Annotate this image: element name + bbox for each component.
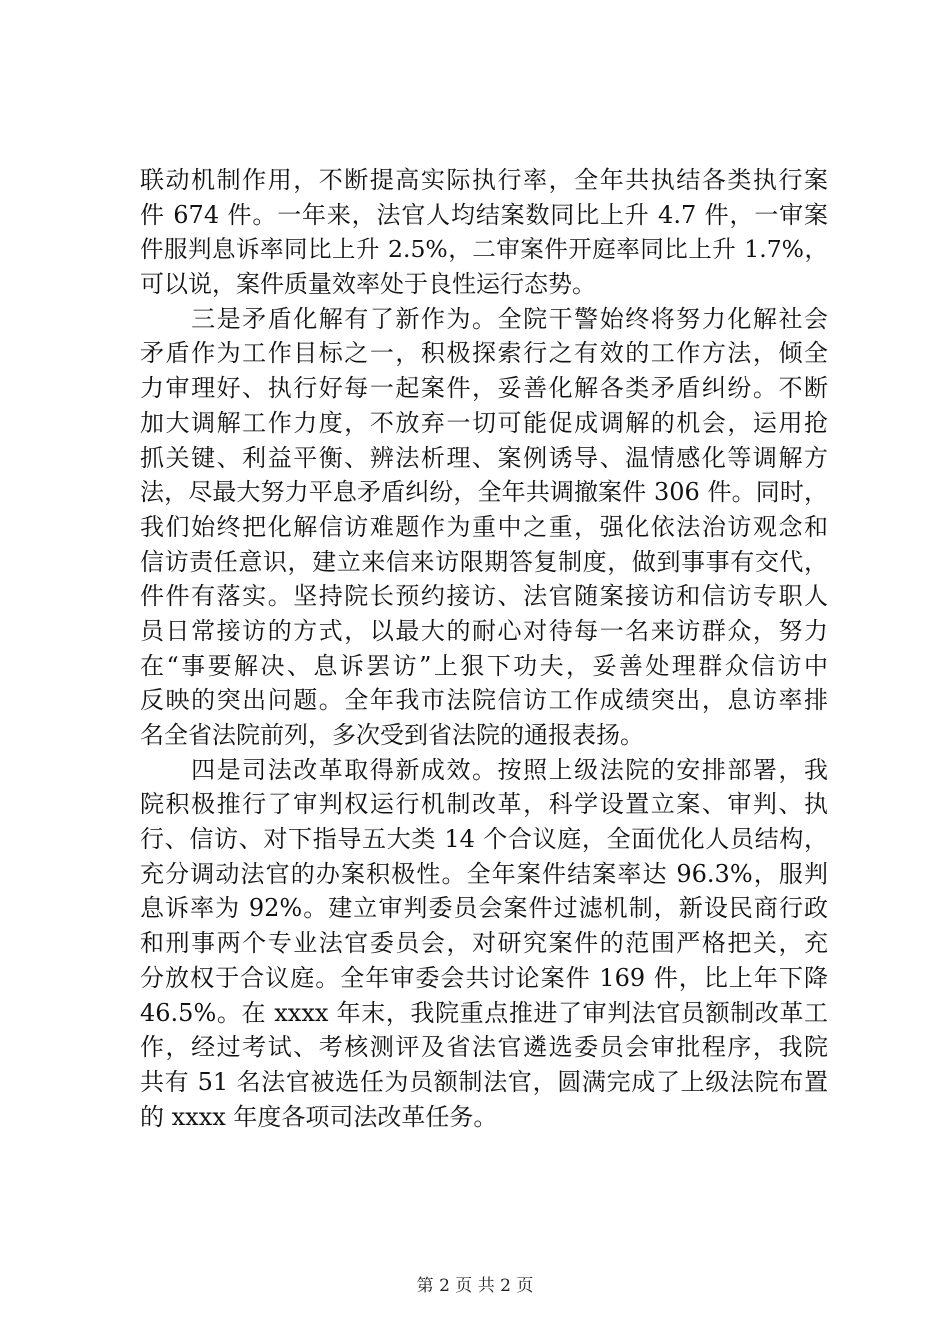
text-line: 员日常接访的方式，以最大的耐心对待每一名来访群众，努力 — [140, 616, 828, 645]
text-line: 和刑事两个专业法官委员会，对研究案件的范围严格把关，充 — [140, 929, 828, 958]
text-line: 反映的突出问题。全年我市法院信访工作成绩突出，息访率排 — [140, 686, 828, 715]
text-line: 矛盾作为工作目标之一，积极探索行之有效的工作方法，倾全 — [140, 339, 828, 368]
text-line: 在“事要解决、息诉罢访”上狠下功夫，妥善处理群众信访中 — [140, 651, 828, 680]
text-line: 充分调动法官的办案积极性。全年案件结案率达 96.3%，服判 — [140, 859, 828, 888]
text-line: 力审理好、执行好每一起案件，妥善化解各类矛盾纠纷。不断 — [140, 374, 828, 403]
text-line: 信访责任意识，建立来信来访限期答复制度，做到事事有交代， — [140, 547, 828, 576]
text-line: 院积极推行了审判权运行机制改革，科学设置立案、审判、执 — [140, 790, 828, 819]
page-number-footer: 第 2 页 共 2 页 — [416, 1276, 534, 1296]
text-line: 的 xxxx 年度各项司法改革任务。 — [140, 1102, 498, 1131]
text-line: 件件有落实。坚持院长预约接访、法官随案接访和信访专职人 — [140, 582, 828, 611]
text-line: 行、信访、对下指导五大类 14 个合议庭，全面优化人员结构， — [140, 825, 828, 854]
text-line: 四是司法改革取得新成效。按照上级法院的安排部署，我 — [140, 755, 828, 784]
text-line: 联动机制作用，不断提高实际执行率，全年共执结各类执行案 — [140, 166, 828, 194]
text-line: 46.5%。在 xxxx 年末，我院重点推进了审判法官员额制改革工 — [140, 998, 828, 1027]
text-line: 作，经过考试、考核测评及省法官遴选委员会审批程序，我院 — [140, 1033, 828, 1062]
text-line: 可以说，案件质量效率处于良性运行态势。 — [140, 270, 596, 299]
text-line: 我们始终把化解信访难题作为重中之重，强化依法治访观念和 — [140, 512, 828, 541]
text-line: 件服判息诉率同比上升 2.5%，二审案件开庭率同比上升 1.7%， — [140, 235, 828, 264]
document-body — [140, 163, 828, 1134]
text-line: 法，尽最大努力平息矛盾纠纷，全年共调撤案件 306 件。同时， — [140, 478, 828, 507]
text-line: 分放权于合议庭。全年审委会共讨论案件 169 件，比上年下降 — [140, 963, 828, 992]
text-line: 件 674 件。一年来，法官人均结案数同比上升 4.7 件，一审案 — [140, 200, 828, 229]
text-line: 三是矛盾化解有了新作为。全院干警始终将努力化解社会 — [140, 304, 828, 333]
text-line: 抓关键、利益平衡、辨法析理、案例诱导、温情感化等调解方 — [140, 443, 828, 472]
text-line: 共有 51 名法官被选任为员额制法官，圆满完成了上级法院布置 — [140, 1067, 828, 1096]
text-line: 息诉率为 92%。建立审判委员会案件过滤机制，新设民商行政 — [140, 894, 828, 923]
text-line: 加大调解工作力度，不放弃一切可能促成调解的机会，运用抢 — [140, 408, 828, 437]
text-line: 名全省法院前列，多次受到省法院的通报表扬。 — [140, 721, 644, 749]
